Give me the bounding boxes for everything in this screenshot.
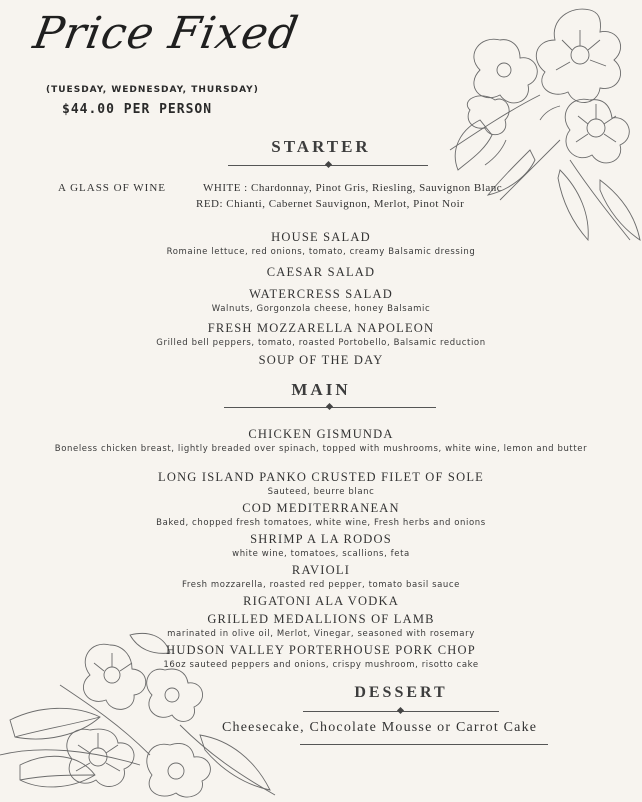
main-item-medallions-of-lamb: GRILLED MEDALLIONS OF LAMB <box>207 612 435 626</box>
starter-desc-watercress-salad: Walnuts, Gorgonzola cheese, honey Balsamic <box>211 304 431 314</box>
starter-desc-mozzarella-napoleon: Grilled bell peppers, tomato, roasted Portobello, Balsamic reduction <box>156 338 486 348</box>
starter-divider-diamond-icon <box>325 161 332 168</box>
starter-item-watercress-salad: WATERCRESS SALAD <box>249 287 393 301</box>
days-subtitle: (TUESDAY, WEDNESDAY, THURSDAY) <box>46 85 259 95</box>
starter-desc-house-salad: Romaine lettuce, red onions, tomato, creamy Balsamic dressing <box>166 247 476 257</box>
dessert-text: Cheesecake, Chocolate Mousse or Carrot Cake <box>222 720 538 735</box>
main-item-chicken-gismunda: CHICKEN GISMUNDA <box>248 427 394 441</box>
starter-item-mozzarella-napoleon: FRESH MOZZARELLA NAPOLEON <box>207 321 435 335</box>
main-desc-chicken-gismunda: Boneless chicken breast, lightly breaded over spinach, topped with mushrooms, white wine, lemon and butter <box>54 444 588 454</box>
starter-item-soup-of-the-day: SOUP OF THE DAY <box>258 353 384 367</box>
main-item-ravioli: RAVIOLI <box>291 563 351 577</box>
main-heading: MAIN <box>291 380 351 399</box>
dessert-underline <box>300 744 548 745</box>
main-desc-ravioli: Fresh mozzarella, roasted red pepper, tomato basil sauce <box>181 580 461 590</box>
starter-item-house-salad: HOUSE SALAD <box>271 230 371 244</box>
main-desc-shrimp-a-la-rodos: white wine, tomatoes, scallions, feta <box>232 549 410 559</box>
dessert-heading: DESSERT <box>354 684 448 701</box>
main-item-shrimp-a-la-rodos: SHRIMP A LA RODOS <box>250 532 392 546</box>
main-item-filet-of-sole: LONG ISLAND PANKO CRUSTED FILET OF SOLE <box>158 470 484 484</box>
main-desc-porterhouse-pork-chop: 16oz sauteed peppers and onions, crispy mushroom, risotto cake <box>163 660 479 670</box>
wine-red: RED: Chianti, Cabernet Sauvignon, Merlot, Pinot Noir <box>196 198 465 210</box>
main-item-rigatoni-ala-vodka: RIGATONI ALA VODKA <box>243 594 399 608</box>
dessert-divider-diamond-icon <box>397 707 404 714</box>
wine-white: WHITE : Chardonnay, Pinot Gris, Riesling, Sauvignon Blanc <box>203 182 503 194</box>
wine-label: A GLASS OF WINE <box>58 182 167 194</box>
floral-illustration-top-right-icon <box>440 0 642 250</box>
starter-heading: STARTER <box>271 137 371 156</box>
price-per-person: $44.00 PER PERSON <box>62 102 213 117</box>
main-desc-filet-of-sole: Sauteed, beurre blanc <box>267 487 375 497</box>
main-desc-medallions-of-lamb: marinated in olive oil, Merlot, Vinegar, seasoned with rosemary <box>167 629 475 639</box>
main-divider-diamond-icon <box>326 403 333 410</box>
main-desc-cod-mediterranean: Baked, chopped fresh tomatoes, white wine, Fresh herbs and onions <box>156 518 486 528</box>
starter-item-caesar-salad: CAESAR SALAD <box>266 265 376 279</box>
page-title: Price Fixed <box>29 8 303 59</box>
main-item-porterhouse-pork-chop: HUDSON VALLEY PORTERHOUSE PORK CHOP <box>166 643 476 657</box>
main-item-cod-mediterranean: COD MEDITERRANEAN <box>242 501 400 515</box>
